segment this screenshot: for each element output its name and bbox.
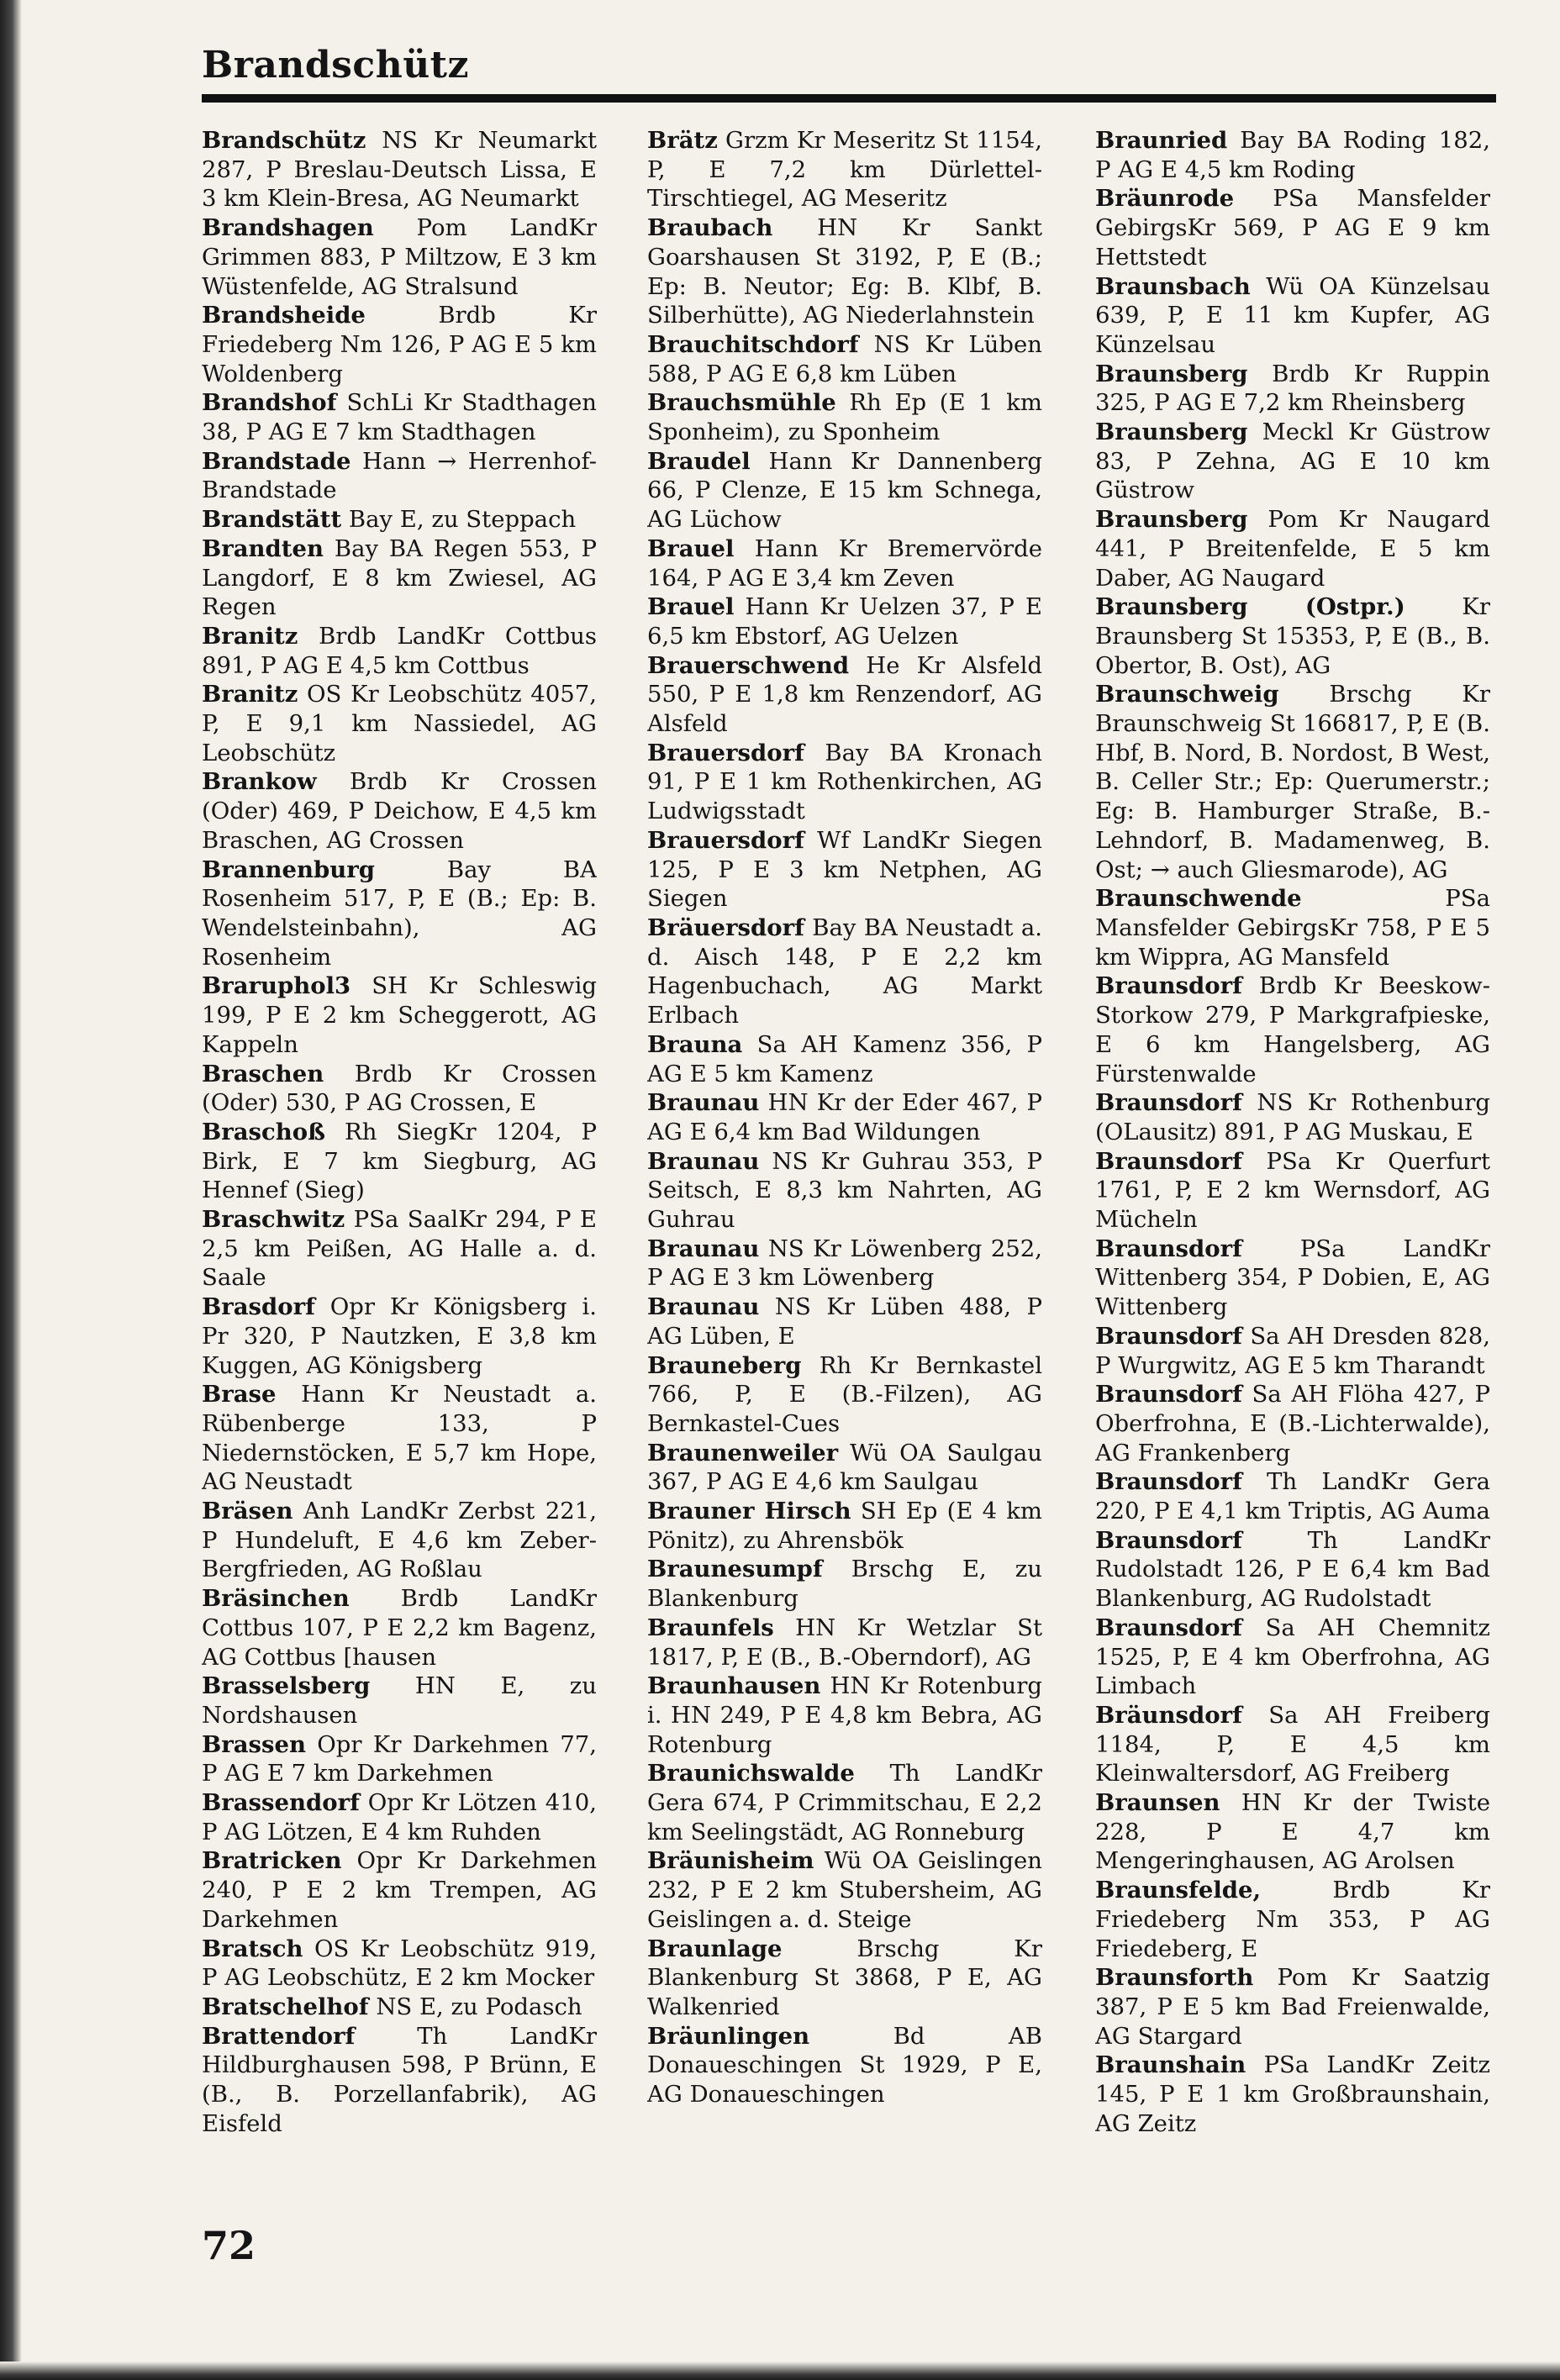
entry-text: Brdb Kr Beeskow-Storkow 279, P Markgrafpieske, E 6 km Hangelsberg, AG Fürstenwalde [1095, 972, 1490, 1087]
gazetteer-entry [647, 2022, 1042, 2109]
entry-headword: Braubach [647, 214, 773, 242]
entry-text: Brschg Kr Blankenburg St 3868, P E, AG Walkenried [647, 1935, 1042, 2020]
entry-text: Pom Kr Naugard 441, P Breitenfelde, E 5 km Daber, AG Naugard [1095, 506, 1490, 592]
entry-headword: Brandshof [202, 389, 337, 417]
entry-text: SH Ep (E 4 km Pönitz), zu Ahrensbök [647, 1498, 1042, 1554]
entry-headword: Braunsdorf [1095, 1322, 1242, 1350]
entry-headword: Bratsch [202, 1935, 303, 1962]
gazetteer-entry [1095, 1380, 1490, 1467]
column-2 [647, 126, 1042, 2277]
entry-text: Bay BA Regen 553, P Langdorf, E 8 km Zwiesel, AG Regen [202, 534, 597, 621]
entry-headword: Braunsdorf [1095, 1089, 1242, 1117]
entry-headword: Brauchsmühle [647, 389, 836, 417]
entry-headword: Braunsdorf [1095, 972, 1242, 1000]
entry-headword: Braunau [647, 1089, 760, 1117]
entry-headword: Bratschelhof [202, 1993, 369, 2020]
entry-headword: Brauchitschdorf [647, 330, 859, 358]
entry-headword: Bratricken [202, 1847, 342, 1875]
entry-text: HN Kr Wetzlar St 1817, P, E (B., B.-Oberndorf), AG [647, 1614, 1042, 1671]
gazetteer-entry [647, 1555, 1042, 1613]
page-number: 72 [202, 2223, 256, 2268]
entry-text: PSa LandKr Zeitz 145, P E 1 km Großbraunshain, AG Zeitz [1095, 2051, 1490, 2137]
entry-headword: Braunau [647, 1147, 760, 1175]
gazetteer-entry [202, 767, 597, 855]
gazetteer-entry [1095, 884, 1490, 971]
entry-text: HN Kr der Eder 467, P AG E 6,4 km Bad Wildungen [647, 1089, 1042, 1145]
running-header: Brandschütz [202, 44, 469, 87]
gazetteer-entry [1095, 1963, 1490, 2051]
gazetteer-entry [202, 1993, 597, 2022]
entry-text: Hann Kr Bremervörde 164, P AG E 3,4 km Zeven [647, 534, 1042, 592]
entry-text: Hann Kr Neustadt a. Rübenberge 133, P Niedernstöcken, E 5,7 km Hope, AG Neustadt [202, 1381, 597, 1496]
entry-text: Grzm Kr Meseritz St 1154, P, E 7,2 km Dürlettel-Tirschtiegel, AG Meseritz [647, 127, 1042, 213]
gazetteer-entry [202, 126, 597, 213]
entry-text: HN Kr Rotenburg i. HN 249, P E 4,8 km Bebra, AG Rotenburg [647, 1672, 1042, 1758]
gazetteer-entry [647, 651, 1042, 739]
entry-text: Bay BA Kronach 91, P E 1 km Rothenkirchen, AG Ludwigsstadt [647, 739, 1042, 825]
entry-headword: Braunsberg [1095, 419, 1248, 446]
entry-text: Hann → Herrenhof-Brandstade [202, 447, 597, 504]
entry-headword: Brauna [647, 1030, 743, 1058]
entry-text: NS Kr Löwenberg 252, P AG E 3 km Löwenberg [647, 1235, 1042, 1292]
entry-text: Brdb LandKr Cottbus 107, P E 2,2 km Bagenz, AG Cottbus [hausen [202, 1585, 597, 1671]
entry-text: PSa Kr Querfurt 1761, P, E 2 km Wernsdorf, AG Mücheln [1095, 1147, 1490, 1234]
gazetteer-entry [1095, 184, 1490, 271]
entry-headword: Brattendorf [202, 2022, 356, 2050]
entry-headword: Braunsdorf [1095, 1235, 1242, 1262]
gazetteer-entry [647, 1497, 1042, 1555]
entry-headword: Brandten [202, 534, 324, 562]
entry-text: Th LandKr Gera 220, P E 4,1 km Triptis, AG Auma [1095, 1468, 1490, 1525]
entry-text: NS Kr Lüben 588, P AG E 6,8 km Lüben [647, 330, 1042, 387]
entry-text: Pom LandKr Grimmen 883, P Miltzow, E 3 km Wüstenfelde, AG Stralsund [202, 214, 597, 300]
entry-headword: Brassen [202, 1730, 307, 1758]
gazetteer-entry [202, 534, 597, 622]
entry-headword: Brätz [647, 127, 718, 154]
entry-text: Pom Kr Saatzig 387, P E 5 km Bad Freienwalde, AG Stargard [1095, 1964, 1490, 2050]
entry-headword: Braunenweiler [647, 1439, 839, 1466]
gazetteer-entry [647, 1088, 1042, 1146]
entry-text: Bay BA Neustadt a. d. Aisch 148, P E 2,2 km Hagenbuchach, AG Markt Erlbach [647, 914, 1042, 1029]
gazetteer-entry [1095, 971, 1490, 1088]
gazetteer-entry [202, 301, 597, 388]
entry-headword: Brauner Hirsch [647, 1498, 851, 1525]
gazetteer-entry [202, 1672, 597, 1730]
entry-text: Rh Ep (E 1 km Sponheim), zu Sponheim [647, 389, 1042, 446]
page-bottom-edge [0, 2362, 1560, 2380]
entry-headword: Brauersdorf [647, 739, 804, 766]
entry-text: Brdb Kr Friedeberg Nm 126, P AG E 5 km Woldenberg [202, 302, 597, 387]
gazetteer-entry [647, 1147, 1042, 1235]
gazetteer-entry [1095, 360, 1490, 418]
gazetteer-entry [647, 330, 1042, 388]
gazetteer-entry [202, 1205, 597, 1293]
entry-headword: Brauersdorf [647, 826, 804, 854]
gazetteer-entry [647, 1439, 1042, 1497]
entry-headword: Bräsinchen [202, 1585, 350, 1613]
gazetteer-entry [647, 1235, 1042, 1293]
entry-text: NS Kr Lüben 488, P AG Lüben, E [647, 1293, 1042, 1350]
entry-text: Rh SiegKr 1204, P Birk, E 7 km Siegburg, AG Hennef (Sieg) [202, 1118, 597, 1204]
gazetteer-entry [1095, 2051, 1490, 2138]
gazetteer-entry [202, 1060, 597, 1118]
entry-headword: Braunshain [1095, 2051, 1246, 2079]
gazetteer-entry [647, 1672, 1042, 1759]
entry-text: Bay BA Roding 182, P AG E 4,5 km Roding [1095, 127, 1490, 183]
entry-text: PSa SaalKr 294, P E 2,5 km Peißen, AG Halle a. d. Saale [202, 1206, 597, 1292]
gazetteer-entry [202, 388, 597, 446]
entry-text: Brdb Kr Crossen (Oder) 530, P AG Crossen, E [202, 1060, 597, 1117]
entry-headword: Braschen [202, 1060, 324, 1087]
entry-text: Opr Kr Darkehmen 240, P E 2 km Trempen, AG Darkehmen [202, 1847, 597, 1933]
entry-text: Meckl Kr Güstrow 83, P Zehna, AG E 10 km Güstrow [1095, 419, 1490, 504]
entry-headword: Brasselsberg [202, 1672, 371, 1700]
entry-text: Sa AH Kamenz 356, P AG E 5 km Kamenz [647, 1030, 1042, 1087]
entry-headword: Branitz [202, 622, 298, 650]
entry-headword: Brandstade [202, 447, 351, 475]
gazetteer-entry [1095, 1526, 1490, 1614]
entry-headword: Braunsberg [1095, 506, 1248, 534]
entry-headword: Braunsbach [1095, 272, 1251, 300]
entry-headword: Braunsdorf [1095, 1468, 1242, 1496]
entry-headword: Brauerschwend [647, 651, 850, 679]
entry-text: Wü OA Saulgau 367, P AG E 4,6 km Saulgau [647, 1439, 1042, 1496]
entry-headword: Braunried [1095, 127, 1228, 154]
entry-headword: Brasdorf [202, 1293, 315, 1321]
gazetteer-entry [202, 1380, 597, 1497]
gazetteer-entry [1095, 418, 1490, 505]
entry-text: He Kr Alsfeld 550, P E 1,8 km Renzendorf, AG Alsfeld [647, 651, 1042, 738]
gazetteer-entry [202, 680, 597, 767]
entry-text: PSa LandKr Wittenberg 354, P Dobien, E, AG Wittenberg [1095, 1235, 1490, 1321]
entry-headword: Braunfels [647, 1614, 774, 1641]
entry-headword: Brandstätt [202, 506, 342, 534]
gazetteer-entry [202, 1584, 597, 1672]
entry-headword: Braudel [647, 447, 751, 475]
entry-text: HN Kr der Twiste 228, P E 4,7 km Mengeringhausen, AG Arolsen [1095, 1789, 1490, 1875]
gazetteer-entry [202, 1118, 597, 1205]
entry-text: Kr Braunsberg St 15353, P, E (B., B. Obertor, B. Ost), AG [1095, 593, 1490, 679]
entry-text: HN E, zu Nordshausen [202, 1672, 597, 1729]
gazetteer-entry [1095, 1322, 1490, 1380]
entry-headword: Braunsdorf [1095, 1526, 1242, 1554]
entry-text: Brdb Kr Crossen (Oder) 469, P Deichow, E 4,5 km Braschen, AG Crossen [202, 768, 597, 854]
entry-text: Th LandKr Rudolstadt 126, P E 6,4 km Bad Blankenburg, AG Rudolstadt [1095, 1526, 1490, 1613]
entry-headword: Braunhausen [647, 1672, 821, 1700]
entry-headword: Brauel [647, 534, 735, 562]
entry-text: Opr Kr Lötzen 410, P AG Lötzen, E 4 km Ruhden [202, 1789, 597, 1846]
gazetteer-entry [647, 826, 1042, 914]
entry-text: Brschg Kr Braunschweig St 166817, P, E (B. Hbf, B. Nord, B. Nordost, B West, B. Celler Str.; Ep: Querumerstr.; Eg: B. Hamburger Straße, B.-Lehndorf, B. Madamenweg, B. Ost; → auch Gliesmarode), AG [1095, 681, 1490, 883]
entry-text: NS Kr Guhrau 353, P Seitsch, E 8,3 km Nahrten, AG Guhrau [647, 1147, 1042, 1234]
entry-headword: Braunlage [647, 1935, 783, 1962]
entry-headword: Braunesumpf [647, 1556, 823, 1583]
entry-headword: Braunsforth [1095, 1964, 1254, 1992]
entry-text: Th LandKr Hildburghausen 598, P Brünn, E (B., B. Porzellanfabrik), AG Eisfeld [202, 2022, 597, 2137]
gazetteer-entry [1095, 505, 1490, 592]
gazetteer-entry [202, 971, 597, 1059]
entry-text: Brschg E, zu Blankenburg [647, 1556, 1042, 1613]
entry-text: Wü OA Künzelsau 639, P, E 11 km Kupfer, AG Künzelsau [1095, 272, 1490, 358]
gazetteer-entry [202, 1846, 597, 1934]
entry-text: Opr Kr Königsberg i. Pr 320, P Nautzken, E 3,8 km Kuggen, AG Königsberg [202, 1293, 597, 1379]
entry-text: Bay E, zu Steppach [341, 506, 577, 534]
entry-text: PSa Mansfelder GebirgsKr 569, P AG E 9 km Hettstedt [1095, 185, 1490, 271]
entry-headword: Braunau [647, 1235, 760, 1262]
gazetteer-entry [202, 622, 597, 680]
gazetteer-entry [647, 1293, 1042, 1351]
entry-text: Hann Kr Uelzen 37, P E 6,5 km Ebstorf, AG Uelzen [647, 593, 1042, 650]
gazetteer-entry [202, 447, 597, 505]
entry-headword: Braunichswalde [647, 1760, 855, 1788]
gazetteer-entry [1095, 1876, 1490, 1963]
gazetteer-entry [647, 1935, 1042, 2022]
gazetteer-entry [647, 1759, 1042, 1846]
gazetteer-entry [647, 1351, 1042, 1439]
entry-headword: Brassendorf [202, 1789, 360, 1817]
entry-headword: Braunau [647, 1293, 760, 1321]
gazetteer-entry [1095, 1235, 1490, 1322]
gazetteer-entry [647, 914, 1042, 1030]
entry-text: Bd AB Donaueschingen St 1929, P E, AG Donaueschingen [647, 2022, 1042, 2109]
entry-text: Rh Kr Bernkastel 766, P, E (B.-Filzen), AG Bernkastel-Cues [647, 1351, 1042, 1437]
gazetteer-entry [647, 1614, 1042, 1672]
gazetteer-entry [202, 1497, 597, 1584]
gazetteer-entry [1095, 1147, 1490, 1235]
entry-headword: Bräunsdorf [1095, 1701, 1242, 1729]
gazetteer-entry [202, 1730, 597, 1788]
entry-headword: Braunschwende [1095, 885, 1302, 913]
entry-headword: Brannenburg [202, 856, 375, 883]
entry-text: Hann Kr Dannenberg 66, P Clenze, E 15 km Schnega, AG Lüchow [647, 447, 1042, 534]
entry-text: Bay BA Rosenheim 517, P, E (B.; Ep: B. Wendelsteinbahn), AG Rosenheim [202, 856, 597, 971]
gazetteer-entry [1095, 1701, 1490, 1788]
column-3 [1095, 126, 1490, 2277]
entry-text: NS Kr Rothenburg (OLausitz) 891, P AG Muskau, E [1095, 1089, 1490, 1145]
entry-headword: Brandshagen [202, 214, 374, 242]
gazetteer-entry [647, 126, 1042, 213]
entry-text: HN Kr Sankt Goarshausen St 3192, P, E (B.; Ep: B. Neutor; Eg: B. Klbf, B. Silberhütte), AG Niederlahnstein [647, 214, 1042, 329]
entry-text: Sa AH Chemnitz 1525, P, E 4 km Oberfrohna, AG Limbach [1095, 1614, 1490, 1700]
entry-headword: Braunsdorf [1095, 1147, 1242, 1175]
entry-headword: Brandschütz [202, 127, 366, 154]
entry-headword: Brauneberg [647, 1351, 802, 1379]
entry-headword: Brankow [202, 768, 317, 796]
entry-headword: Bräunisheim [647, 1847, 814, 1875]
entry-text: Sa AH Freiberg 1184, P, E 4,5 km Kleinwaltersdorf, AG Freiberg [1095, 1701, 1490, 1788]
gazetteer-entry [647, 447, 1042, 534]
entry-headword: Braunschweig [1095, 681, 1279, 708]
entry-text: NS E, zu Podasch [368, 1993, 582, 2020]
entry-headword: Bräuersdorf [647, 914, 804, 941]
entry-headword: Braunsfelde, [1095, 1877, 1262, 1904]
gazetteer-entry [1095, 1614, 1490, 1701]
gazetteer-entry [647, 1846, 1042, 1934]
gazetteer-entry [1095, 126, 1490, 184]
entry-text: Th LandKr Gera 674, P Crimmitschau, E 2,2 km Seelingstädt, AG Ronneburg [647, 1760, 1042, 1846]
gazetteer-entry [647, 388, 1042, 446]
gazetteer-entry [1095, 680, 1490, 884]
entry-headword: Branitz [202, 681, 298, 708]
gazetteer-entry [202, 2022, 597, 2139]
gazetteer-entry [647, 213, 1042, 330]
entry-headword: Braunsen [1095, 1789, 1220, 1817]
gazetteer-entry [1095, 592, 1490, 680]
entry-text: OS Kr Leobschütz 4057, P, E 9,1 km Nassiedel, AG Leobschütz [202, 681, 597, 766]
entry-headword: Bräsen [202, 1498, 293, 1525]
entry-headword: Braunsdorf [1095, 1381, 1242, 1409]
entry-headword: Braruphol3 [202, 972, 351, 1000]
gazetteer-entry [647, 739, 1042, 826]
entry-headword: Brauel [647, 593, 735, 621]
gazetteer-entry [1095, 272, 1490, 360]
book-spine-shadow [0, 0, 22, 2380]
entry-headword: Bräunrode [1095, 185, 1235, 213]
entry-text: Brdb LandKr Cottbus 891, P AG E 4,5 km Cottbus [202, 622, 597, 679]
entry-text: Opr Kr Darkehmen 77, P AG E 7 km Darkehmen [202, 1730, 597, 1788]
entry-headword: Braunsdorf [1095, 1614, 1242, 1641]
gazetteer-entry [202, 213, 597, 301]
entry-text: OS Kr Leobschütz 919, P AG Leobschütz, E 2 km Mocker [202, 1935, 597, 1992]
gazetteer-entry [1095, 1788, 1490, 1876]
entry-text: Wü OA Geislingen 232, P E 2 km Stubersheim, AG Geislingen a. d. Steige [647, 1847, 1042, 1933]
entry-text: Brdb Kr Friedeberg Nm 353, P AG Friedeberg, E [1095, 1877, 1490, 1962]
gazetteer-entry [202, 505, 597, 534]
entry-headword: Braschoß [202, 1118, 326, 1145]
gazetteer-entry [202, 1935, 597, 1993]
entry-headword: Braunsberg [1095, 360, 1248, 387]
entry-text: SH Kr Schleswig 199, P E 2 km Scheggerott, AG Kappeln [202, 972, 597, 1058]
entry-headword: Bräunlingen [647, 2022, 810, 2050]
entry-headword: Brase [202, 1381, 277, 1409]
gazetteer-entry [647, 534, 1042, 592]
entry-text: Brdb Kr Ruppin 325, P AG E 7,2 km Rheinsberg [1095, 360, 1490, 417]
entry-headword: Braunsberg (Ostpr.) [1095, 593, 1405, 621]
gazetteer-entry [647, 1030, 1042, 1088]
gazetteer-entry [202, 856, 597, 972]
gazetteer-entry [1095, 1467, 1490, 1525]
header-rule [202, 94, 1496, 103]
gazetteer-entry [1095, 1088, 1490, 1146]
entry-text: Sa AH Flöha 427, P Oberfrohna, E (B.-Lichterwalde), AG Frankenberg [1095, 1381, 1490, 1466]
entry-text: SchLi Kr Stadthagen 38, P AG E 7 km Stadthagen [202, 389, 597, 446]
gazetteer-entry [202, 1788, 597, 1846]
gazetteer-entry [202, 1293, 597, 1380]
entry-headword: Brandsheide [202, 302, 366, 329]
entry-text: NS Kr Neumarkt 287, P Breslau-Deutsch Lissa, E 3 km Klein-Bresa, AG Neumarkt [202, 127, 597, 213]
entry-text: Wf LandKr Siegen 125, P E 3 km Netphen, AG Siegen [647, 826, 1042, 913]
gazetteer-entry [647, 592, 1042, 650]
entry-headword: Braschwitz [202, 1206, 345, 1234]
entry-text: PSa Mansfelder GebirgsKr 758, P E 5 km Wippra, AG Mansfeld [1095, 885, 1490, 971]
entry-text: Sa AH Dresden 828, P Wurgwitz, AG E 5 km Tharandt [1095, 1322, 1490, 1379]
entry-text: Anh LandKr Zerbst 221, P Hundeluft, E 4,6 km Zeber-Bergfrieden, AG Roßlau [202, 1498, 597, 1583]
column-1 [202, 126, 597, 2277]
